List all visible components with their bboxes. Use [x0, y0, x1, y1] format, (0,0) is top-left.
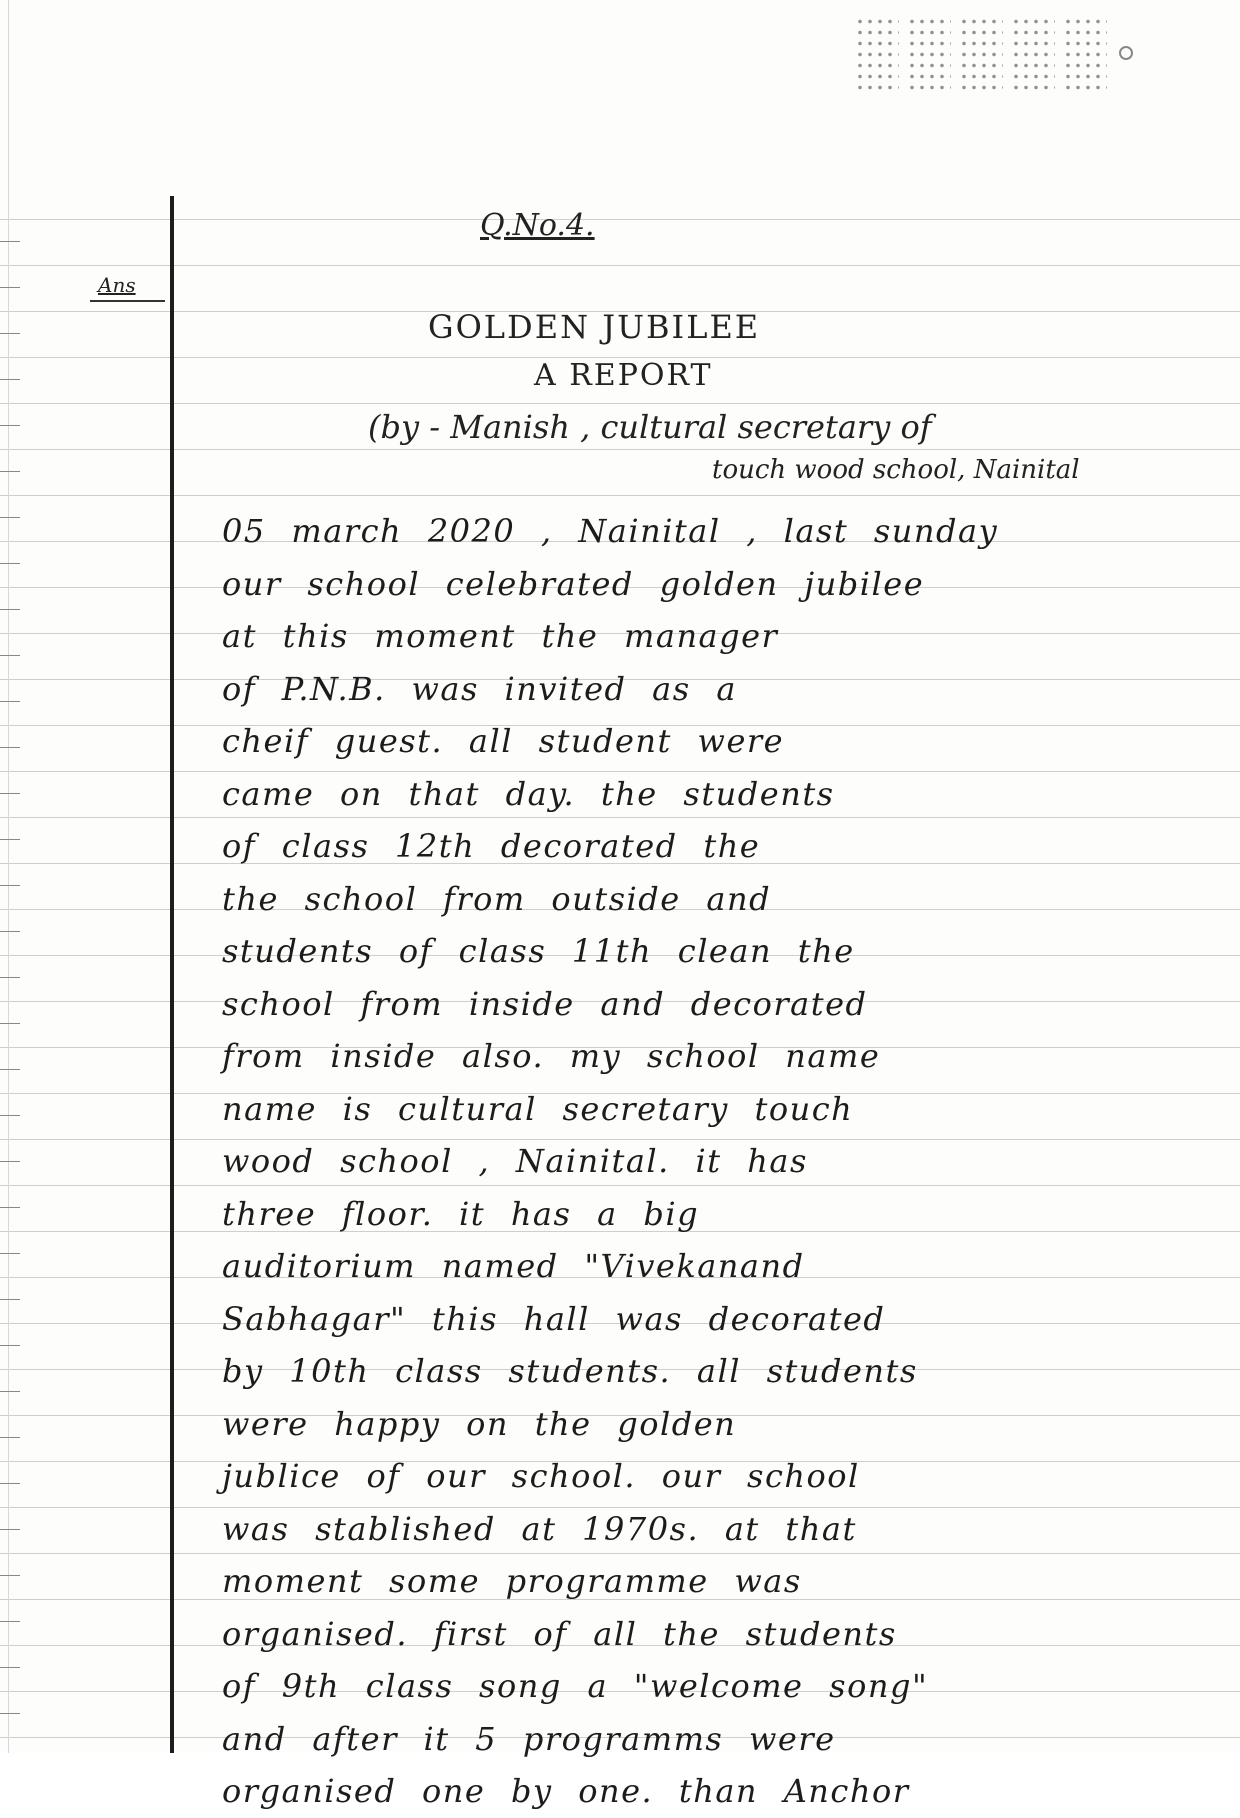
body-line: were happy on the golden [222, 1404, 737, 1443]
byline-line-1: (by - Manish , cultural secretary of [368, 408, 932, 446]
body-line: our school celebrated golden jubilee [222, 564, 925, 603]
body-line: was stablished at 1970s. at that [222, 1509, 857, 1548]
question-number: Q.No.4. [480, 208, 595, 243]
body-line: three floor. it has a big [222, 1194, 700, 1233]
body-line: jublice of our school. our school [222, 1457, 860, 1495]
byline-line-2: touch wood school, Nainital [712, 455, 1080, 485]
body-line: students of class 11th clean the [222, 932, 855, 970]
body-line: by 10th class students. all students [222, 1352, 918, 1390]
left-margin-ticks [0, 196, 20, 1753]
body-line: of class 12th decorated the [222, 827, 761, 865]
body-line: came on that day. the students [222, 774, 835, 813]
body-line: 05 march 2020 , Nainital , last sunday [222, 512, 999, 550]
dot-cell [1063, 16, 1107, 90]
body-line: wood school , Nainital. it has [222, 1142, 808, 1180]
body-line: organised. first of all the students [222, 1614, 897, 1653]
page-number-box [855, 16, 1135, 90]
body-line: at this moment the manager [222, 617, 779, 655]
margin-rule [170, 196, 174, 1753]
ring-icon [1119, 46, 1133, 60]
answer-label: Ans [98, 273, 136, 297]
body-line: auditorium named "Vivekanand [222, 1247, 805, 1285]
body-line: the school from outside and [222, 879, 772, 918]
body-line: moment some programme was [222, 1562, 802, 1600]
answer-label-underline [90, 300, 165, 302]
report-body [222, 505, 1182, 1818]
report-title: GOLDEN JUBILEE [428, 308, 761, 346]
body-line: of P.N.B. was invited as a [222, 669, 737, 708]
dot-cell [855, 16, 899, 90]
body-line: from inside also. my school name [222, 1037, 881, 1075]
body-line: school from inside and decorated [222, 984, 868, 1023]
dot-cell [1011, 16, 1055, 90]
dot-cell [907, 16, 951, 90]
body-line: and after it 5 programms were [222, 1719, 836, 1758]
body-line: Sabhagar" this hall was decorated [222, 1299, 886, 1338]
body-line: of 9th class song a "welcome song" [222, 1667, 929, 1705]
body-line: name is cultural secretary touch [222, 1089, 854, 1128]
dot-cell [959, 16, 1003, 90]
report-subtitle: A REPORT [534, 358, 713, 393]
body-line: organised one by one. than Anchor [222, 1772, 910, 1810]
body-line: cheif guest. all student were [222, 722, 785, 760]
page-number-dot-grid [855, 16, 1107, 90]
